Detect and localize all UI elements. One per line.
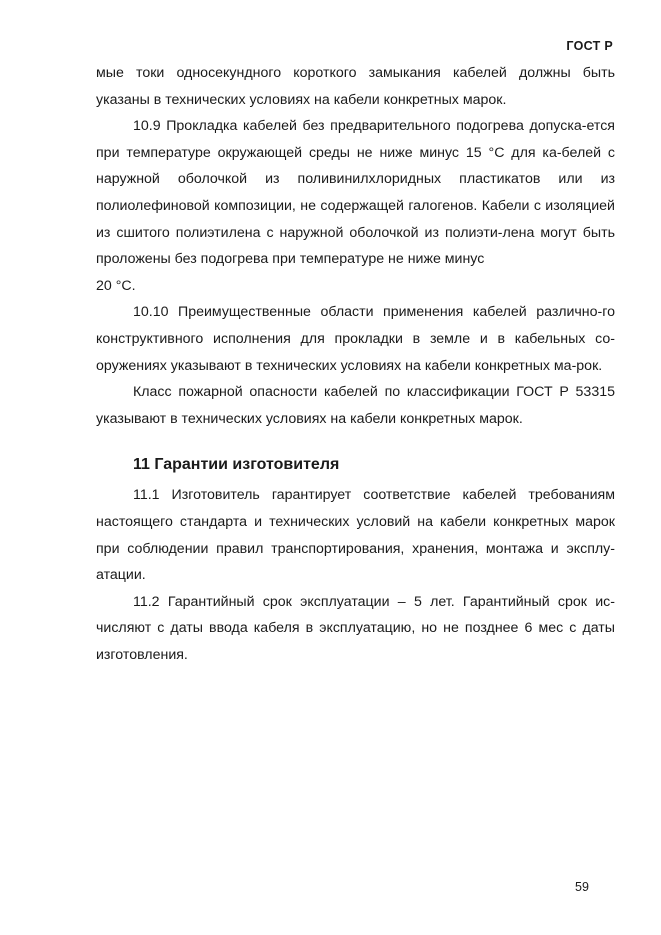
- paragraph-continuation: мые токи односекундного короткого замыкания кабелей должны быть указаны в технических условиях на кабели конкретных марок.: [96, 65, 615, 108]
- paragraph-11-2: 11.2 Гарантийный срок эксплуатации – 5 лет. Гарантийный срок ис-числяют с даты ввода кабеля в эксплуатацию, но не позднее 6 мес с даты изготовления.: [96, 593, 615, 663]
- paragraph-10-10: 10.10 Преимущественные области применения кабелей различно-го конструктивного исполнения для прокладки в земле и в кабельных со-оружениях указывают в технических условиях на кабели конкретных ма-рок.: [96, 304, 615, 374]
- page-number: 59: [575, 880, 589, 894]
- section-heading: 11 Гарантии изготовителя: [133, 456, 340, 474]
- paragraph-fire-class: Класс пожарной опасности кабелей по классификации ГОСТ Р 53315 указывают в технических условиях на кабели конкретных марок.: [96, 384, 615, 427]
- page-body: [96, 60, 615, 668]
- paragraph-temperature: 20 °С.: [96, 277, 136, 294]
- document-code-header: ГОСТ Р: [566, 39, 613, 53]
- paragraph-11-1: 11.1 Изготовитель гарантирует соответствие кабелей требованиям настоящего стандарта и технических условий на кабели конкретных марок при соблюдении правил транспортирования, хранения, монтажа и эксплу-атации.: [96, 487, 615, 584]
- paragraph-10-9: 10.9 Прокладка кабелей без предварительного подогрева допуска-ется при температуре окружающей среды не ниже минус 15 °С для ка-белей с наружной оболочкой из поливинилхлоридных пластикатов или из полиолефиновой композиции, не содержащей галогенов. Кабели с изоляцией из сшитого полиэтилена с наружной оболочкой из полиэти-лена могут быть проложены без подогрева при температуре не ниже минус: [96, 118, 615, 268]
